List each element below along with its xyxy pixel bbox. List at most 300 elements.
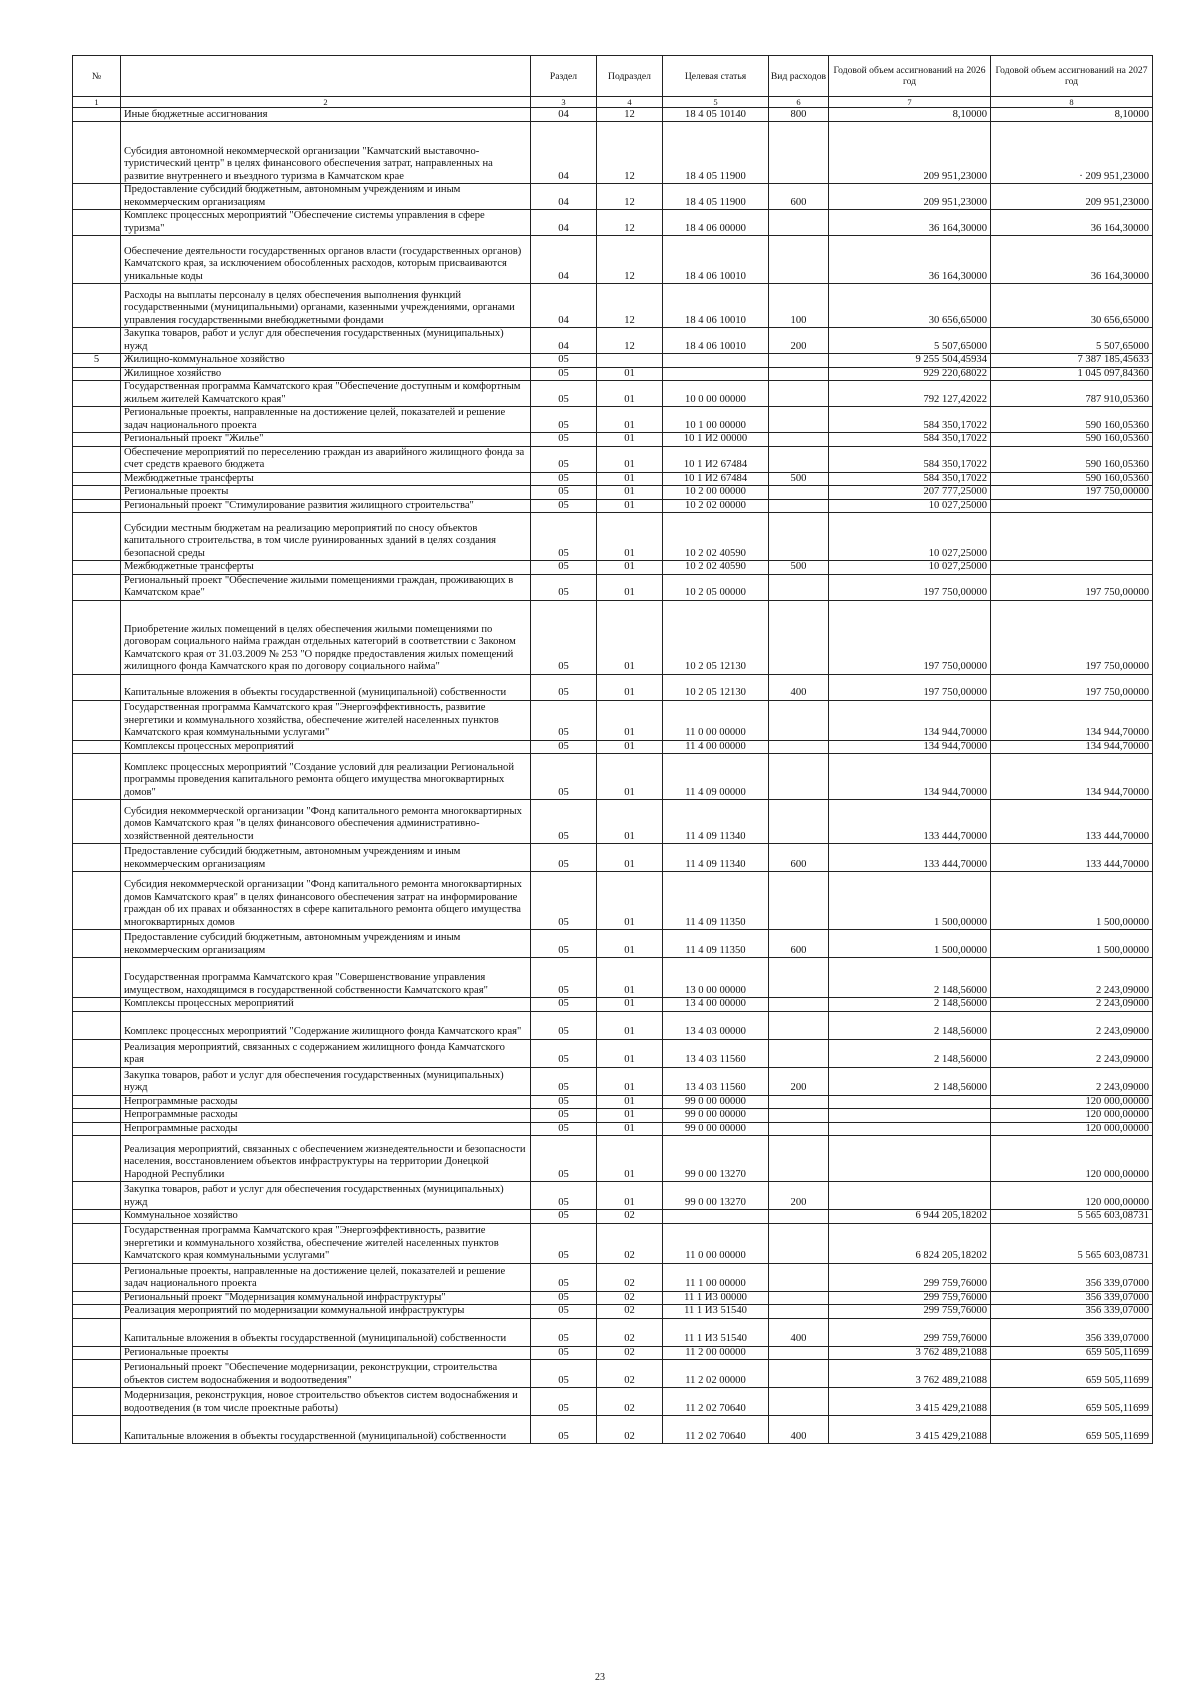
row-amount-2027: 120 000,00000 — [991, 1182, 1153, 1210]
row-subsection: 12 — [597, 184, 663, 210]
row-number — [73, 674, 121, 700]
row-number — [73, 561, 121, 575]
row-expense-type: 500 — [769, 561, 829, 575]
row-amount-2027: 590 160,05360 — [991, 446, 1153, 472]
row-amount-2027: 356 339,07000 — [991, 1305, 1153, 1319]
row-subsection: 01 — [597, 1095, 663, 1109]
row-expense-type — [769, 1095, 829, 1109]
table-row — [73, 1095, 1153, 1109]
row-name: Региональные проекты — [121, 486, 531, 500]
row-number — [73, 184, 121, 210]
row-name: Государственная программа Камчатского края "Обеспечение доступным и комфортным жильем жителей Камчатского края" — [121, 381, 531, 407]
row-amount-2026: 36 164,30000 — [829, 210, 991, 236]
table-row — [73, 499, 1153, 513]
row-number — [73, 236, 121, 284]
row-number — [73, 433, 121, 447]
row-expense-type — [769, 958, 829, 998]
row-target-article: 11 2 00 00000 — [663, 1346, 769, 1360]
table-row — [73, 122, 1153, 184]
row-expense-type — [769, 800, 829, 844]
row-subsection: 02 — [597, 1263, 663, 1291]
row-name: Государственная программа Камчатского края "Энергоэффективность, развитие энергетики и коммунального хозяйства, обеспечение жителей населенных пунктов Камчатского края коммунальными услугами" — [121, 1223, 531, 1263]
table-row — [73, 844, 1153, 872]
table-row — [73, 367, 1153, 381]
row-number — [73, 513, 121, 561]
row-target-article: 11 4 09 11350 — [663, 872, 769, 930]
row-expense-type — [769, 700, 829, 740]
row-section: 05 — [531, 1263, 597, 1291]
row-amount-2026: 2 148,56000 — [829, 1067, 991, 1095]
row-target-article: 10 2 02 00000 — [663, 499, 769, 513]
row-number — [73, 1210, 121, 1224]
row-subsection: 01 — [597, 872, 663, 930]
col-number: 6 — [769, 97, 829, 108]
table-row — [73, 700, 1153, 740]
row-number — [73, 1318, 121, 1346]
table-row — [73, 574, 1153, 600]
row-expense-type — [769, 1360, 829, 1388]
row-subsection: 01 — [597, 1011, 663, 1039]
row-subsection: 01 — [597, 513, 663, 561]
row-amount-2027: 1 500,00000 — [991, 930, 1153, 958]
row-expense-type: 400 — [769, 1318, 829, 1346]
row-expense-type — [769, 499, 829, 513]
row-number — [73, 486, 121, 500]
row-subsection: 01 — [597, 600, 663, 674]
row-expense-type — [769, 872, 829, 930]
row-section: 05 — [531, 1305, 597, 1319]
row-subsection: 02 — [597, 1210, 663, 1224]
row-amount-2026: 36 164,30000 — [829, 236, 991, 284]
row-expense-type: 400 — [769, 674, 829, 700]
budget-sheet — [72, 55, 1152, 1444]
row-amount-2027: 133 444,70000 — [991, 800, 1153, 844]
row-expense-type — [769, 407, 829, 433]
row-name: Межбюджетные трансферты — [121, 472, 531, 486]
table-row — [73, 1039, 1153, 1067]
row-name: Межбюджетные трансферты — [121, 561, 531, 575]
row-expense-type — [769, 1136, 829, 1182]
table-row — [73, 433, 1153, 447]
row-amount-2026: 134 944,70000 — [829, 700, 991, 740]
row-section: 05 — [531, 354, 597, 368]
row-name: Комплекс процессных мероприятий "Создание условий для реализации Региональной программы проведения капитального ремонта общего имущества многоквартирных домов" — [121, 754, 531, 800]
row-subsection: 02 — [597, 1291, 663, 1305]
row-subsection: 02 — [597, 1346, 663, 1360]
row-target-article: 18 4 06 10010 — [663, 236, 769, 284]
row-amount-2027: 36 164,30000 — [991, 210, 1153, 236]
row-expense-type — [769, 1346, 829, 1360]
col-number: 5 — [663, 97, 769, 108]
page-number: 23 — [595, 1672, 605, 1683]
row-subsection: 01 — [597, 499, 663, 513]
row-amount-2027: 356 339,07000 — [991, 1291, 1153, 1305]
row-section: 05 — [531, 1360, 597, 1388]
row-expense-type: 600 — [769, 844, 829, 872]
row-amount-2026: 299 759,76000 — [829, 1305, 991, 1319]
row-name: Комплекс процессных мероприятий "Содержание жилищного фонда Камчатского края" — [121, 1011, 531, 1039]
row-number — [73, 210, 121, 236]
row-number — [73, 1067, 121, 1095]
row-number — [73, 740, 121, 754]
row-name: Комплексы процессных мероприятий — [121, 998, 531, 1012]
row-subsection: 01 — [597, 998, 663, 1012]
row-amount-2027: 120 000,00000 — [991, 1095, 1153, 1109]
row-number — [73, 122, 121, 184]
row-amount-2026 — [829, 1182, 991, 1210]
row-name: Модернизация, реконструкция, новое строительство объектов систем водоснабжения и водоотведения (в том числе проектные работы) — [121, 1388, 531, 1416]
row-target-article: 13 4 03 11560 — [663, 1039, 769, 1067]
row-name: Коммунальное хозяйство — [121, 1210, 531, 1224]
table-row — [73, 1346, 1153, 1360]
row-amount-2026: 10 027,25000 — [829, 513, 991, 561]
row-amount-2026: 584 350,17022 — [829, 407, 991, 433]
row-expense-type — [769, 1305, 829, 1319]
row-name: Расходы на выплаты персоналу в целях обеспечения выполнения функций государственными (муниципальными) органами, казенными учреждениями, органами управления государственными внебюджетными фондами — [121, 284, 531, 328]
row-target-article: 99 0 00 00000 — [663, 1095, 769, 1109]
row-section: 05 — [531, 1291, 597, 1305]
row-subsection: 02 — [597, 1305, 663, 1319]
row-target-article: 11 1 И3 51540 — [663, 1305, 769, 1319]
row-amount-2026: 197 750,00000 — [829, 600, 991, 674]
row-expense-type: 500 — [769, 472, 829, 486]
row-amount-2027: 30 656,65000 — [991, 284, 1153, 328]
row-amount-2026 — [829, 1136, 991, 1182]
row-amount-2027: 2 243,09000 — [991, 998, 1153, 1012]
header-expense: Вид расходов — [769, 56, 829, 97]
row-expense-type — [769, 486, 829, 500]
row-amount-2027: 2 243,09000 — [991, 1067, 1153, 1095]
row-subsection: 12 — [597, 122, 663, 184]
row-name: Региональные проекты — [121, 1346, 531, 1360]
table-row — [73, 381, 1153, 407]
row-subsection: 01 — [597, 930, 663, 958]
row-section: 05 — [531, 486, 597, 500]
row-number — [73, 1136, 121, 1182]
col-number: 3 — [531, 97, 597, 108]
row-name: Региональные проекты, направленные на достижение целей, показателей и решение задач национального проекта — [121, 1263, 531, 1291]
row-expense-type: 100 — [769, 284, 829, 328]
table-row — [73, 1136, 1153, 1182]
table-row — [73, 600, 1153, 674]
row-number — [73, 1388, 121, 1416]
row-name: Государственная программа Камчатского края "Энергоэффективность, развитие энергетики и коммунального хозяйства, обеспечение жителей населенных пунктов Камчатского края коммунальными услугами" — [121, 700, 531, 740]
row-name: Реализация мероприятий, связанных с обеспечением жизнедеятельности и безопасности населения, восстановлением объектов инфраструктуры на территории Донецкой Народной Республики — [121, 1136, 531, 1182]
row-section: 05 — [531, 844, 597, 872]
row-subsection: 12 — [597, 210, 663, 236]
row-name: Предоставление субсидий бюджетным, автономным учреждениям и иным некоммерческим организациям — [121, 184, 531, 210]
row-number — [73, 1416, 121, 1444]
row-amount-2026: 8,10000 — [829, 108, 991, 122]
row-amount-2026: 299 759,76000 — [829, 1263, 991, 1291]
row-section: 05 — [531, 1039, 597, 1067]
table-row — [73, 1416, 1153, 1444]
table-row — [73, 930, 1153, 958]
table-body — [73, 108, 1153, 1444]
row-section: 05 — [531, 367, 597, 381]
row-expense-type — [769, 754, 829, 800]
row-name: Закупка товаров, работ и услуг для обеспечения государственных (муниципальных) нужд — [121, 1182, 531, 1210]
row-subsection: 01 — [597, 740, 663, 754]
row-name: Жилищное хозяйство — [121, 367, 531, 381]
row-number — [73, 1223, 121, 1263]
table-row — [73, 1011, 1153, 1039]
row-section: 05 — [531, 1095, 597, 1109]
row-amount-2027: 209 951,23000 — [991, 184, 1153, 210]
row-amount-2027: 2 243,09000 — [991, 1011, 1153, 1039]
table-row — [73, 1182, 1153, 1210]
row-subsection: 01 — [597, 674, 663, 700]
row-number — [73, 1263, 121, 1291]
row-amount-2027: 590 160,05360 — [991, 407, 1153, 433]
row-section: 05 — [531, 1122, 597, 1136]
row-amount-2027 — [991, 561, 1153, 575]
row-target-article: 11 2 02 00000 — [663, 1360, 769, 1388]
row-expense-type — [769, 1291, 829, 1305]
row-section: 05 — [531, 433, 597, 447]
row-section: 05 — [531, 381, 597, 407]
row-section: 05 — [531, 930, 597, 958]
row-section: 05 — [531, 1388, 597, 1416]
row-subsection: 01 — [597, 561, 663, 575]
row-amount-2026: 2 148,56000 — [829, 998, 991, 1012]
row-amount-2027: 197 750,00000 — [991, 574, 1153, 600]
row-subsection: 12 — [597, 328, 663, 354]
row-section: 04 — [531, 328, 597, 354]
row-target-article: 11 1 И3 00000 — [663, 1291, 769, 1305]
row-number — [73, 284, 121, 328]
row-subsection: 12 — [597, 236, 663, 284]
row-number — [73, 958, 121, 998]
row-expense-type: 600 — [769, 930, 829, 958]
row-target-article: 18 4 06 10010 — [663, 328, 769, 354]
row-name: Закупка товаров, работ и услуг для обеспечения государственных (муниципальных) нужд — [121, 1067, 531, 1095]
row-name: Региональные проекты, направленные на достижение целей, показателей и решение задач национального проекта — [121, 407, 531, 433]
row-amount-2026: 207 777,25000 — [829, 486, 991, 500]
row-expense-type — [769, 513, 829, 561]
row-amount-2027: 120 000,00000 — [991, 1109, 1153, 1123]
row-number — [73, 1291, 121, 1305]
row-number — [73, 328, 121, 354]
row-subsection: 01 — [597, 800, 663, 844]
row-amount-2027: 197 750,00000 — [991, 600, 1153, 674]
row-amount-2027: 2 243,09000 — [991, 1039, 1153, 1067]
row-expense-type — [769, 1210, 829, 1224]
row-expense-type — [769, 574, 829, 600]
row-amount-2027: 2 243,09000 — [991, 958, 1153, 998]
row-amount-2027: 5 507,65000 — [991, 328, 1153, 354]
row-amount-2026: 299 759,76000 — [829, 1291, 991, 1305]
row-target-article: 10 1 И2 00000 — [663, 433, 769, 447]
row-section: 05 — [531, 561, 597, 575]
row-target-article: 10 2 02 40590 — [663, 513, 769, 561]
table-row — [73, 328, 1153, 354]
row-number — [73, 844, 121, 872]
row-subsection: 01 — [597, 486, 663, 500]
row-amount-2027: 7 387 185,45633 — [991, 354, 1153, 368]
row-expense-type — [769, 236, 829, 284]
row-subsection: 01 — [597, 433, 663, 447]
row-name: Региональный проект "Жилье" — [121, 433, 531, 447]
row-subsection: 02 — [597, 1318, 663, 1346]
table-row — [73, 354, 1153, 368]
row-name: Жилищно-коммунальное хозяйство — [121, 354, 531, 368]
col-number: 7 — [829, 97, 991, 108]
table-row — [73, 1067, 1153, 1095]
row-target-article: 10 2 05 00000 — [663, 574, 769, 600]
row-name: Приобретение жилых помещений в целях обеспечения жилыми помещениями по договорам социального найма граждан отдельных категорий в соответствии с Законом Камчатского края от 31.03.2009 № 253 "О порядке предоставления жилых помещений жилищного фонда Камчатского края по договору социального найма" — [121, 600, 531, 674]
header-target: Целевая статья — [663, 56, 769, 97]
row-name: Региональный проект "Модернизация коммунальной инфраструктуры" — [121, 1291, 531, 1305]
row-target-article: 11 4 09 11350 — [663, 930, 769, 958]
row-amount-2026 — [829, 1095, 991, 1109]
row-number — [73, 472, 121, 486]
row-amount-2026: 133 444,70000 — [829, 844, 991, 872]
table-row — [73, 446, 1153, 472]
row-amount-2027: 8,10000 — [991, 108, 1153, 122]
row-amount-2026: 197 750,00000 — [829, 574, 991, 600]
row-amount-2027: 134 944,70000 — [991, 754, 1153, 800]
row-section: 04 — [531, 284, 597, 328]
row-amount-2026: 584 350,17022 — [829, 472, 991, 486]
row-target-article: 10 1 И2 67484 — [663, 446, 769, 472]
row-amount-2027: 133 444,70000 — [991, 844, 1153, 872]
col-number: 4 — [597, 97, 663, 108]
table-row — [73, 1263, 1153, 1291]
row-target-article: 10 2 05 12130 — [663, 674, 769, 700]
row-amount-2027: 134 944,70000 — [991, 700, 1153, 740]
row-target-article: 11 2 02 70640 — [663, 1416, 769, 1444]
row-name: Предоставление субсидий бюджетным, автономным учреждениям и иным некоммерческим организациям — [121, 930, 531, 958]
row-section: 05 — [531, 958, 597, 998]
row-amount-2026: 133 444,70000 — [829, 800, 991, 844]
row-expense-type — [769, 122, 829, 184]
row-amount-2026: 929 220,68022 — [829, 367, 991, 381]
row-target-article: 11 4 09 11340 — [663, 844, 769, 872]
row-subsection: 01 — [597, 367, 663, 381]
row-amount-2027: 36 164,30000 — [991, 236, 1153, 284]
header-subsection: Подраздел — [597, 56, 663, 97]
row-number — [73, 1182, 121, 1210]
row-target-article: 13 4 03 11560 — [663, 1067, 769, 1095]
row-name: Региональный проект "Обеспечение модернизации, реконструкции, строительства объектов систем водоснабжения и водоотведения" — [121, 1360, 531, 1388]
row-subsection: 01 — [597, 1067, 663, 1095]
row-section: 04 — [531, 236, 597, 284]
table-row — [73, 407, 1153, 433]
row-expense-type — [769, 1223, 829, 1263]
row-section: 05 — [531, 513, 597, 561]
row-name: Субсидия автономной некоммерческой организации "Камчатский выставочно-туристический центр" в целях финансового обеспечения затрат, направленных на развитие внутреннего и въездного туризма в Камчатском крае — [121, 122, 531, 184]
table-row — [73, 184, 1153, 210]
row-expense-type: 800 — [769, 108, 829, 122]
row-subsection: 01 — [597, 446, 663, 472]
row-section: 05 — [531, 600, 597, 674]
row-amount-2027: 659 505,11699 — [991, 1346, 1153, 1360]
row-amount-2026 — [829, 1122, 991, 1136]
row-name: Комплексы процессных мероприятий — [121, 740, 531, 754]
row-number — [73, 1305, 121, 1319]
row-amount-2027: 356 339,07000 — [991, 1318, 1153, 1346]
row-expense-type — [769, 600, 829, 674]
row-target-article: 18 4 06 10010 — [663, 284, 769, 328]
row-target-article: 10 2 00 00000 — [663, 486, 769, 500]
row-subsection — [597, 354, 663, 368]
table-row — [73, 108, 1153, 122]
table-row — [73, 1210, 1153, 1224]
row-section: 05 — [531, 1109, 597, 1123]
row-expense-type: 200 — [769, 1182, 829, 1210]
row-target-article: 13 4 00 00000 — [663, 998, 769, 1012]
row-expense-type — [769, 210, 829, 236]
row-target-article: 11 0 00 00000 — [663, 700, 769, 740]
row-amount-2026: 3 762 489,21088 — [829, 1360, 991, 1388]
row-name: Субсидии местным бюджетам на реализацию мероприятий по сносу объектов капитального строительства, в том числе руинированных зданий в целях создания безопасной среды — [121, 513, 531, 561]
row-amount-2026: 2 148,56000 — [829, 1039, 991, 1067]
row-section: 05 — [531, 800, 597, 844]
row-number: 5 — [73, 354, 121, 368]
row-amount-2027 — [991, 513, 1153, 561]
row-amount-2027: · 209 951,23000 — [991, 122, 1153, 184]
row-amount-2027: 1 500,00000 — [991, 872, 1153, 930]
row-number — [73, 574, 121, 600]
row-target-article: 99 0 00 00000 — [663, 1109, 769, 1123]
row-amount-2027: 659 505,11699 — [991, 1388, 1153, 1416]
row-amount-2026: 5 507,65000 — [829, 328, 991, 354]
row-amount-2026: 2 148,56000 — [829, 1011, 991, 1039]
row-number — [73, 1346, 121, 1360]
row-name: Непрограммные расходы — [121, 1109, 531, 1123]
row-amount-2026: 10 027,25000 — [829, 499, 991, 513]
row-expense-type: 600 — [769, 184, 829, 210]
row-subsection: 02 — [597, 1416, 663, 1444]
row-amount-2027: 197 750,00000 — [991, 674, 1153, 700]
row-name: Закупка товаров, работ и услуг для обеспечения государственных (муниципальных) нужд — [121, 328, 531, 354]
row-subsection: 02 — [597, 1360, 663, 1388]
row-amount-2027: 787 910,05360 — [991, 381, 1153, 407]
row-amount-2026: 2 148,56000 — [829, 958, 991, 998]
row-name: Капитальные вложения в объекты государственной (муниципальной) собственности — [121, 1416, 531, 1444]
table-row — [73, 1360, 1153, 1388]
row-subsection: 01 — [597, 844, 663, 872]
row-amount-2026: 9 255 504,45934 — [829, 354, 991, 368]
row-section: 05 — [531, 1136, 597, 1182]
row-section: 05 — [531, 700, 597, 740]
table-row — [73, 236, 1153, 284]
row-subsection: 01 — [597, 472, 663, 486]
row-target-article: 13 0 00 00000 — [663, 958, 769, 998]
row-number — [73, 1011, 121, 1039]
row-expense-type — [769, 998, 829, 1012]
row-section: 05 — [531, 740, 597, 754]
row-target-article: 11 2 02 70640 — [663, 1388, 769, 1416]
row-section: 05 — [531, 407, 597, 433]
row-amount-2026: 6 944 205,18202 — [829, 1210, 991, 1224]
row-section: 05 — [531, 1346, 597, 1360]
row-target-article: 11 4 00 00000 — [663, 740, 769, 754]
row-amount-2027: 590 160,05360 — [991, 472, 1153, 486]
row-number — [73, 800, 121, 844]
row-section: 04 — [531, 210, 597, 236]
row-amount-2027: 134 944,70000 — [991, 740, 1153, 754]
row-target-article: 10 1 00 00000 — [663, 407, 769, 433]
row-section: 05 — [531, 472, 597, 486]
row-number — [73, 381, 121, 407]
row-name: Предоставление субсидий бюджетным, автономным учреждениям и иным некоммерческим организациям — [121, 844, 531, 872]
table-row — [73, 740, 1153, 754]
row-number — [73, 1360, 121, 1388]
row-subsection: 02 — [597, 1388, 663, 1416]
row-amount-2026: 3 415 429,21088 — [829, 1416, 991, 1444]
